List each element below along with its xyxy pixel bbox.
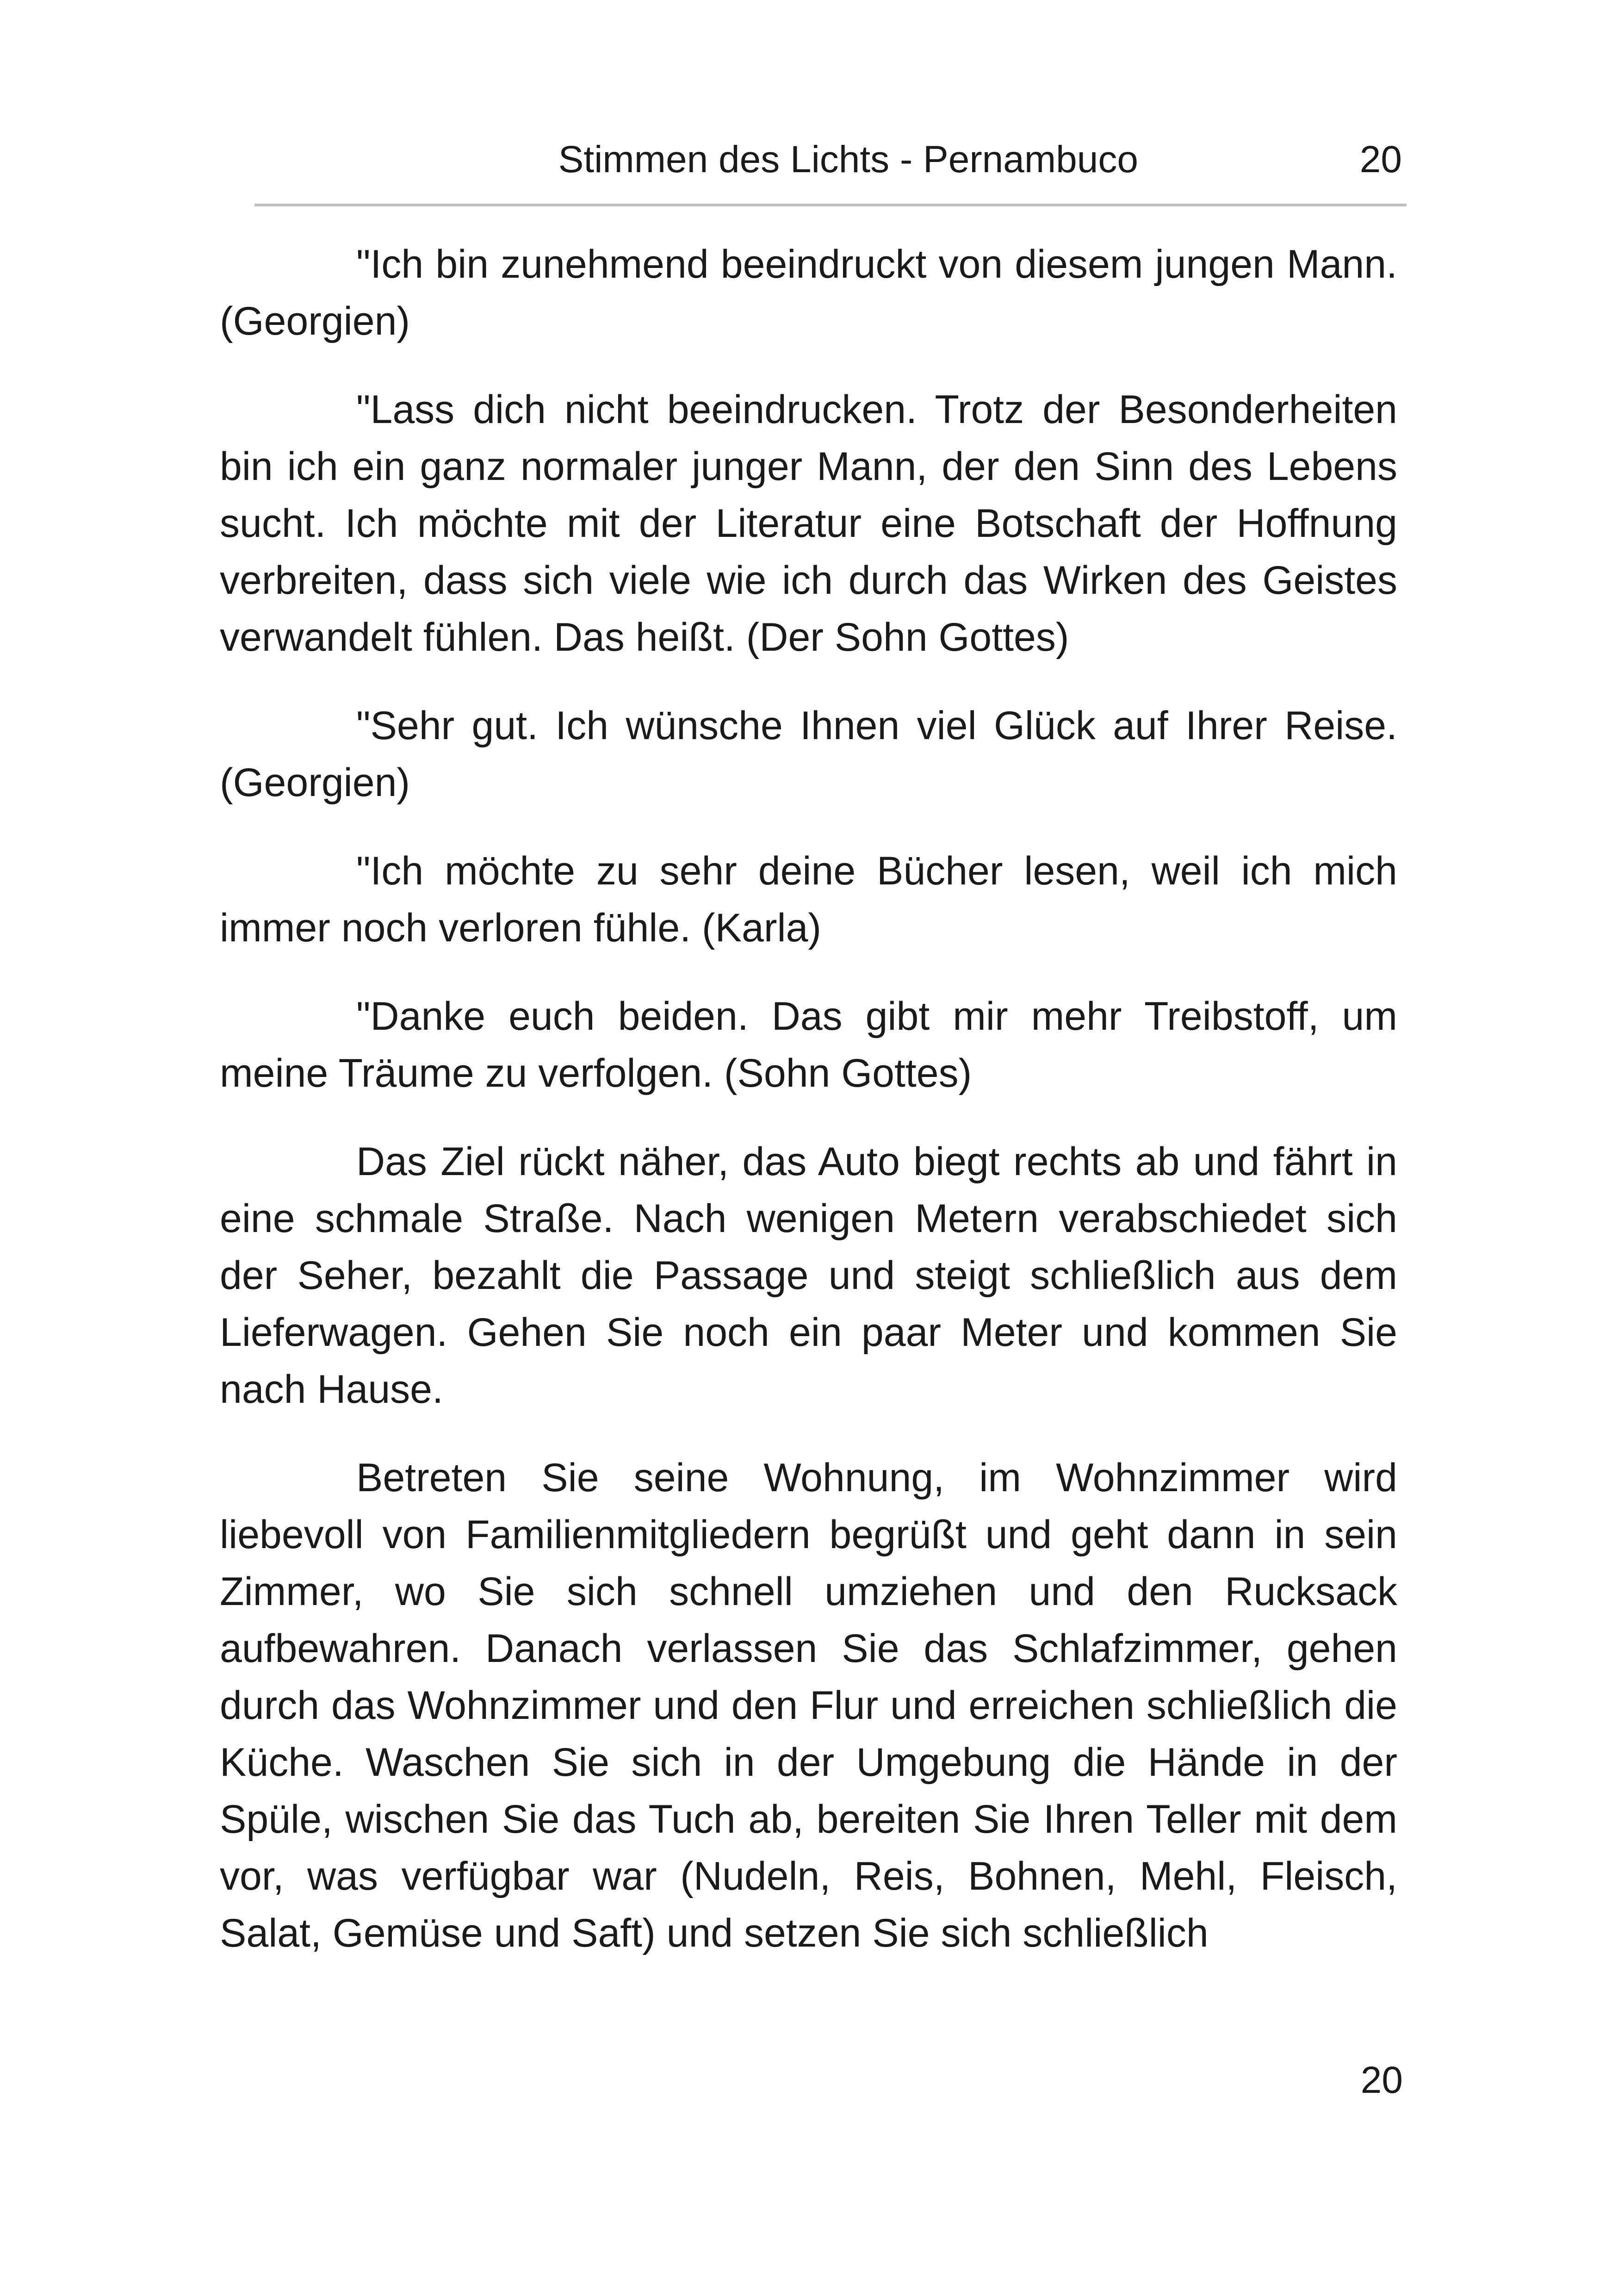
paragraph: "Ich möchte zu sehr deine Bücher lesen, weil ich mich immer noch verloren fühle. (Karla): [220, 849, 1397, 950]
running-header: [254, 125, 1407, 206]
paragraph: "Ich bin zunehmend beeindruckt von diesem jungen Mann. (Georgien): [220, 242, 1397, 343]
paragraph: "Lass dich nicht beeindrucken. Trotz der Besonderheiten bin ich ein ganz normaler junger Mann, der den Sinn des Lebens sucht. Ich möchte mit der Literatur eine Botschaft der Hoffnung verbreiten, dass sich viele wie ich durch das Wirken des Geistes verwandelt fühlen. Das heißt. (Der Sohn Gottes): [220, 387, 1397, 660]
paragraph: Das Ziel rückt näher, das Auto biegt rechts ab und fährt in eine schmale Straße. Nach wenigen Metern verabschiedet sich der Seher, bezahlt die Passage und steigt schließlich aus dem Lieferwagen. Gehen Sie noch ein paar Meter und kommen Sie nach Hause.: [220, 1139, 1397, 1412]
paragraph: Betreten Sie seine Wohnung, im Wohnzimmer wird liebevoll von Familienmitgliedern begrüßt und geht dann in sein Zimmer, wo Sie sich schnell umziehen und den Rucksack aufbewahren. Danach verlassen Sie das Schlafzimmer, gehen durch das Wohnzimmer und den Flur und erreichen schließlich die Küche. Waschen Sie sich in der Umgebung die Hände in der Spüle, wischen Sie das Tuch ab, bereiten Sie Ihren Teller mit dem vor, was verfügbar war (Nudeln, Reis, Bohnen, Mehl, Fleisch, Salat, Gemüse und Saft) und setzen Sie sich schließlich: [220, 1456, 1397, 1955]
paragraph: "Danke euch beiden. Das gibt mir mehr Treibstoff, um meine Träume zu verfolgen. (Sohn Gottes): [220, 994, 1397, 1095]
page-body: [220, 236, 1397, 1993]
header-book-title: Stimmen des Lichts - Pernambuco: [558, 138, 1138, 180]
header-page-number: 20: [1359, 138, 1402, 180]
paragraph: "Sehr gut. Ich wünsche Ihnen viel Glück auf Ihrer Reise. (Georgien): [220, 703, 1397, 805]
footer-page-number: 20: [1360, 2059, 1403, 2101]
